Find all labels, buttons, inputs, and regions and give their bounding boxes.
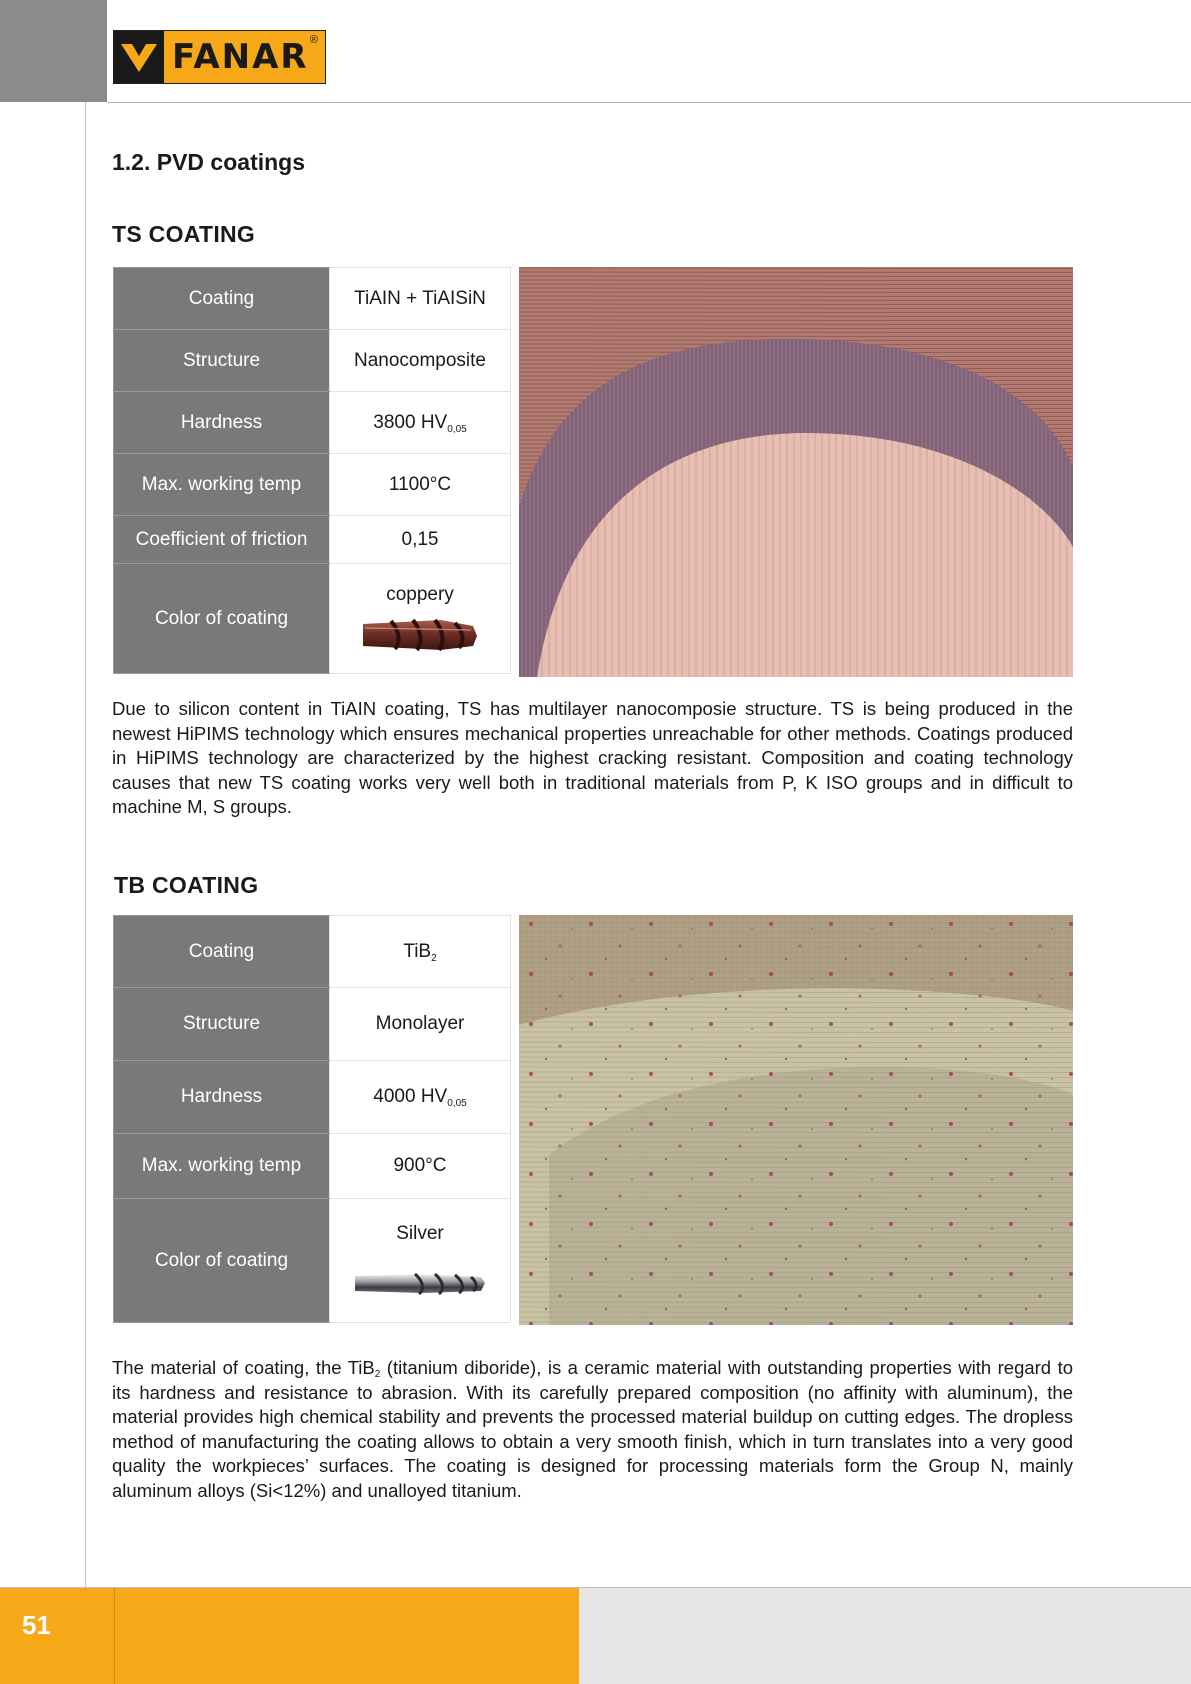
table-row xyxy=(114,916,511,988)
spec-value xyxy=(330,916,511,988)
spec-value: 900°C xyxy=(330,1134,511,1199)
hardness-subscript: 0,05 xyxy=(447,1098,467,1109)
coating-subscript: 2 xyxy=(431,952,437,964)
table-row xyxy=(114,1134,511,1199)
hardness-value: 4000 HV xyxy=(373,1086,448,1107)
section-title: 1.2. PVD coatings xyxy=(112,149,306,175)
logo-wordmark: FANAR xyxy=(172,37,309,77)
spec-label: Color of coating xyxy=(114,564,330,674)
table-row xyxy=(114,564,511,674)
left-margin-line xyxy=(85,102,86,1588)
spec-label: Structure xyxy=(114,988,330,1061)
spec-value xyxy=(330,1199,511,1323)
tb-description-subscript: 2 xyxy=(374,1369,381,1380)
hardness-value: 3800 HV xyxy=(373,411,448,433)
spec-value: Nanocomposite xyxy=(330,330,511,392)
spec-label: Coating xyxy=(114,268,330,330)
spec-value xyxy=(330,564,511,674)
logo-v-icon xyxy=(114,31,164,83)
table-row xyxy=(114,268,511,330)
table-row xyxy=(114,1199,511,1323)
header-gray-block xyxy=(0,0,107,102)
spec-label: Coating xyxy=(114,916,330,988)
header-divider xyxy=(107,102,1191,103)
spec-value xyxy=(330,392,511,454)
tb-description xyxy=(112,1356,1073,1503)
tb-description-part: (titanium diboride), is a ceramic material with outstanding properties with regard to its hardness and resistance to abrasion. With its carefully prepared composition (no affinity with aluminum), the material provides high chemical stability and prevents the processed material buildup on cutting edges. The dropless method of manufacturing the coating allows to obtain a very smooth finish, which in turn translates into a very good quality the workpieces’ surfaces. The coating is designed for processing materials form the Group N, mainly aluminum alloys (Si<12%) and unalloyed titanium. xyxy=(112,1357,1074,1501)
spec-label: Max. working temp xyxy=(114,454,330,516)
color-name: Silver xyxy=(396,1222,444,1244)
tb-microscope-image xyxy=(519,915,1073,1325)
registered-mark: ® xyxy=(309,34,318,46)
table-row xyxy=(114,988,511,1061)
table-row xyxy=(114,516,511,564)
silver-end-mill-image xyxy=(353,1267,487,1299)
tb-spec-table xyxy=(113,915,511,1323)
color-name: coppery xyxy=(386,583,454,605)
spec-label: Max. working temp xyxy=(114,1134,330,1199)
table-row xyxy=(114,392,511,454)
footer-orange-band xyxy=(115,1588,579,1684)
spec-label: Hardness xyxy=(114,392,330,454)
ts-microscope-image xyxy=(519,267,1073,677)
coating-value: TiB xyxy=(403,940,432,962)
spec-value: 0,15 xyxy=(330,516,511,564)
spec-label: Color of coating xyxy=(114,1199,330,1323)
footer-gray-band xyxy=(579,1588,1191,1684)
spec-value xyxy=(330,1061,511,1134)
tb-coating-title: TB COATING xyxy=(114,872,259,898)
spec-value: Monolayer xyxy=(330,988,511,1061)
table-row xyxy=(114,330,511,392)
coppery-end-mill-image xyxy=(361,616,479,654)
spec-label: Structure xyxy=(114,330,330,392)
spec-value: 1100°C xyxy=(330,454,511,516)
ts-coating-title: TS COATING xyxy=(112,221,256,247)
tb-description-part: The material of coating, the TiB xyxy=(112,1357,375,1378)
hardness-subscript: 0,05 xyxy=(447,423,467,435)
ts-description: Due to silicon content in TiAIN coating, TS has multilayer nanocomposie structure. TS is being produced in the newest HiPIMS technology which ensures mechanical properties unreachable for other methods. Coatings produced in HiPIMS technology are characterized by the highest cracking resistant. Composition and coating technology causes that new TS coating works very well both in traditional materials from P, K ISO groups and in difficult to machine M, S groups. xyxy=(112,698,1073,817)
page-number: 51 xyxy=(0,1588,114,1684)
spec-label: Coefficient of friction xyxy=(114,516,330,564)
spec-value: TiAIN + TiAISiN xyxy=(330,268,511,330)
table-row xyxy=(114,1061,511,1134)
spec-label: Hardness xyxy=(114,1061,330,1134)
ts-spec-table xyxy=(113,267,511,674)
table-row xyxy=(114,454,511,516)
fanar-logo xyxy=(113,30,326,84)
